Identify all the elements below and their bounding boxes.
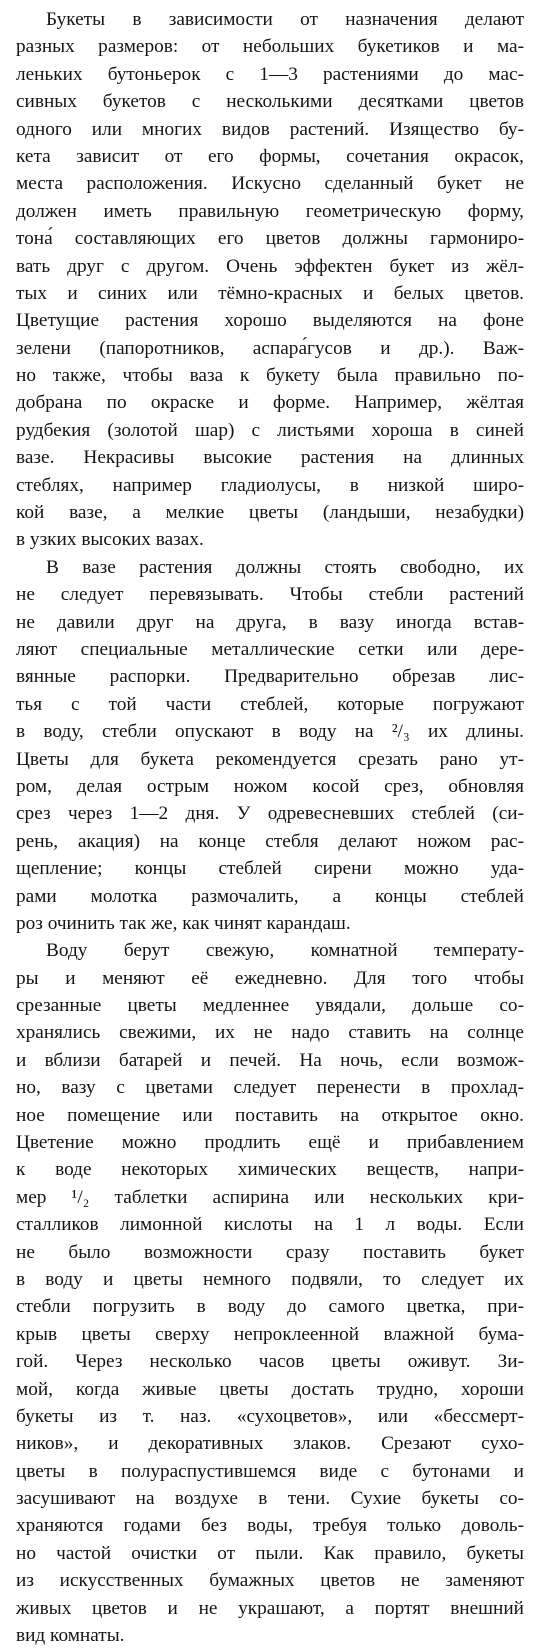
text-line: ников», и декоративных злаков. Срезают сухо- xyxy=(16,1433,524,1455)
text-line: но также, чтобы ваза к букету была правильно по- xyxy=(16,365,524,387)
text-line: вать друг с другом. Очень эффектен букет из жёл- xyxy=(16,255,524,277)
paragraph-arranging-stems xyxy=(16,554,524,937)
text-line: стебли погрузить в воду до самого цветка, при- xyxy=(16,1296,524,1318)
text-line: тых и синих или тёмно-красных и белых цветов. xyxy=(16,282,524,304)
text-line: стеблях, например гладиолусы, в низкой широ- xyxy=(16,474,524,496)
text-line: сивных букетов с несколькими десятками цветов xyxy=(16,91,524,113)
text-line: но, вазу с цветами следует перенести в прохлад- xyxy=(16,1077,524,1099)
text-line: храняются годами без воды, требуя только доволь- xyxy=(16,1515,524,1537)
text-line: щепление; концы стеблей сирени можно уда- xyxy=(16,858,524,880)
text-line: гой. Через несколько часов цветы оживут. Зи- xyxy=(16,1351,524,1373)
text-line: в воду, стебли опускают в воду на ²/₃ их длины. xyxy=(16,721,524,743)
text-line: ляют специальные металлические сетки или дере- xyxy=(16,638,524,660)
text-line: мой, когда живые цветы достать трудно, хороши xyxy=(16,1378,524,1400)
text-line: но частой очистки от пыли. Как правило, букеты xyxy=(16,1542,524,1564)
text-line: букеты из т. наз. «сухоцветов», или «бессмерт- xyxy=(16,1405,524,1427)
text-line: вазе. Некрасивы высокие растения на длинных xyxy=(16,447,524,469)
text-line: рудбекия (золотой шар) с листьями хороша в синей xyxy=(16,419,524,441)
text-line: рами молотка размочалить, а концы стеблей xyxy=(16,885,524,907)
text-line: ное помещение или поставить на открытое окно. xyxy=(16,1104,524,1126)
text-line: должен иметь правильную геометрическую форму, xyxy=(16,200,524,222)
text-line: в узких высоких вазах. xyxy=(16,529,204,551)
text-line: не было возможности сразу поставить букет xyxy=(16,1241,524,1263)
text-line: Букеты в зависимости от назначения делают xyxy=(46,9,524,30)
text-line: зелени (папоротников, аспара́гусов и др.). Важ- xyxy=(16,337,524,359)
text-line: крыв цветы сверху непроклеенной влажной бума- xyxy=(16,1323,524,1345)
text-line: срез через 1—2 дня. У одревесневших стеблей (си- xyxy=(16,803,524,825)
text-line: срезанные цветы медленнее увядали, дольше со- xyxy=(16,995,524,1017)
text-line: тья с той части стеблей, которые погружают xyxy=(16,693,524,715)
text-line: в воду и цветы немного подвяли, то следует их xyxy=(16,1268,524,1290)
text-line: кой вазе, а мелкие цветы (ландыши, незабудки) xyxy=(16,502,524,524)
text-line: хранялись свежими, их не надо ставить на солнце xyxy=(16,1022,524,1044)
text-line: к воде некоторых химических веществ, напри- xyxy=(16,1159,524,1181)
text-line: Цветение можно продлить ещё и прибавлением xyxy=(16,1132,524,1154)
text-line: вянные распорки. Предварительно обрезав лис- xyxy=(16,666,524,688)
text-line: рень, акация) на конце стебля делают ножом рас- xyxy=(16,830,524,852)
text-line: разных размеров: от небольших букетиков и ма- xyxy=(16,36,524,58)
text-line: сталликов лимонной кислоты на 1 л воды. Если xyxy=(16,1214,524,1236)
text-line: леньких бутоньерок с 1—3 растениями до мас- xyxy=(16,63,524,85)
paragraph-bouquet-sizes xyxy=(16,6,524,554)
text-line: из искусственных бумажных цветов не заменяют xyxy=(16,1570,524,1592)
text-line: не следует перевязывать. Чтобы стебли растений xyxy=(16,584,524,606)
text-line: засушивают на воздухе в тени. Сухие букеты со- xyxy=(16,1488,524,1510)
text-line: и вблизи батарей и печей. На ночь, если возмож- xyxy=(16,1049,524,1071)
text-line: В вазе растения должны стоять свободно, их xyxy=(46,556,524,578)
text-line: Цветущие растения хорошо выделяются на фоне xyxy=(16,310,524,332)
text-line: ры и меняют её ежедневно. Для того чтобы xyxy=(16,967,524,989)
text-line: роз очинить так же, как чинят карандаш. xyxy=(16,912,351,934)
text-line: вид комнаты. xyxy=(16,1625,125,1647)
text-line: места расположения. Искусно сделанный букет не xyxy=(16,173,524,195)
text-line: добрана по окраске и форме. Например, жёлтая xyxy=(16,392,524,414)
text-line: цветы в полураспустившемся виде с бутонами и xyxy=(16,1460,524,1482)
text-line: не давили друг на друга, в вазу иногда встав- xyxy=(16,611,524,633)
text-line: Цветы для букета рекомендуется срезать рано ут- xyxy=(16,748,524,770)
text-line: кета зависит от его формы, сочетания окрасок, xyxy=(16,145,524,167)
text-line: одного или многих видов растений. Изящество бу- xyxy=(16,118,524,140)
page-text xyxy=(16,6,524,1649)
paragraph-water-care xyxy=(16,937,524,1649)
text-line: ром, делая острым ножом косой срез, обновляя xyxy=(16,775,524,797)
text-line: Воду берут свежую, комнатной температу- xyxy=(46,940,524,962)
text-line: мер ¹/₂ таблетки аспирина или нескольких кри- xyxy=(16,1186,524,1208)
text-line: живых цветов и не украшают, а портят внешний xyxy=(16,1597,524,1619)
text-line: тона́ составляющих его цветов должны гармониро- xyxy=(16,228,524,250)
